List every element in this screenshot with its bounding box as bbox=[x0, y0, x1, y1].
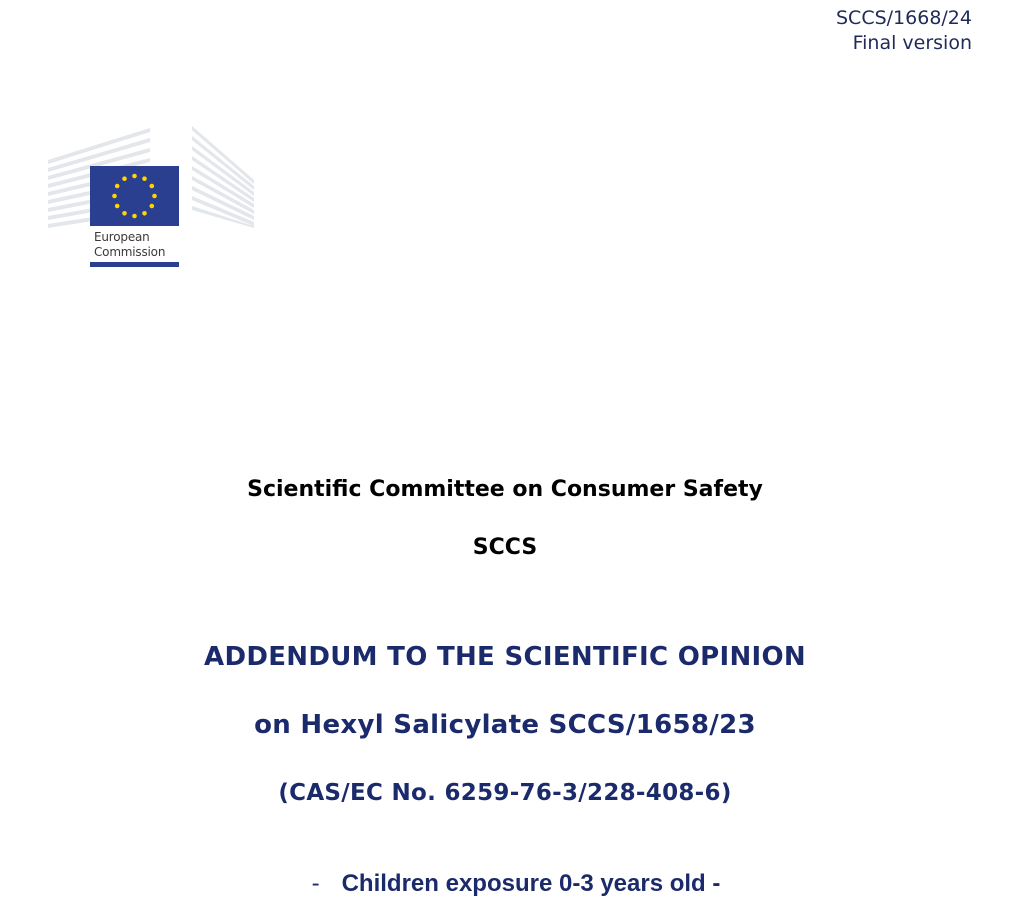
committee-name: Scientific Committee on Consumer Safety bbox=[247, 477, 763, 502]
document-status: Final version bbox=[852, 32, 972, 54]
exposure-subtitle bbox=[0, 870, 1032, 898]
exposure-text: Children exposure 0-3 years old - bbox=[341, 870, 721, 897]
document-reference bbox=[836, 6, 972, 56]
document-title: ADDENDUM TO THE SCIENTIFIC OPINION bbox=[204, 642, 806, 672]
logo-line-commission: Commission bbox=[94, 245, 166, 259]
berlaymont-building-icon bbox=[46, 124, 258, 234]
committee-abbreviation: SCCS bbox=[472, 535, 538, 560]
logo-underline bbox=[90, 262, 179, 267]
exposure-dash: - bbox=[311, 870, 320, 897]
cas-number: (CAS/EC No. 6259-76-3/228-408-6) bbox=[278, 780, 732, 806]
logo-caption bbox=[94, 230, 165, 260]
european-commission-logo bbox=[46, 124, 258, 274]
logo-line-european: European bbox=[94, 230, 150, 244]
document-number: SCCS/1668/24 bbox=[836, 7, 972, 29]
substance-title: on Hexyl Salicylate SCCS/1658/23 bbox=[254, 710, 756, 740]
